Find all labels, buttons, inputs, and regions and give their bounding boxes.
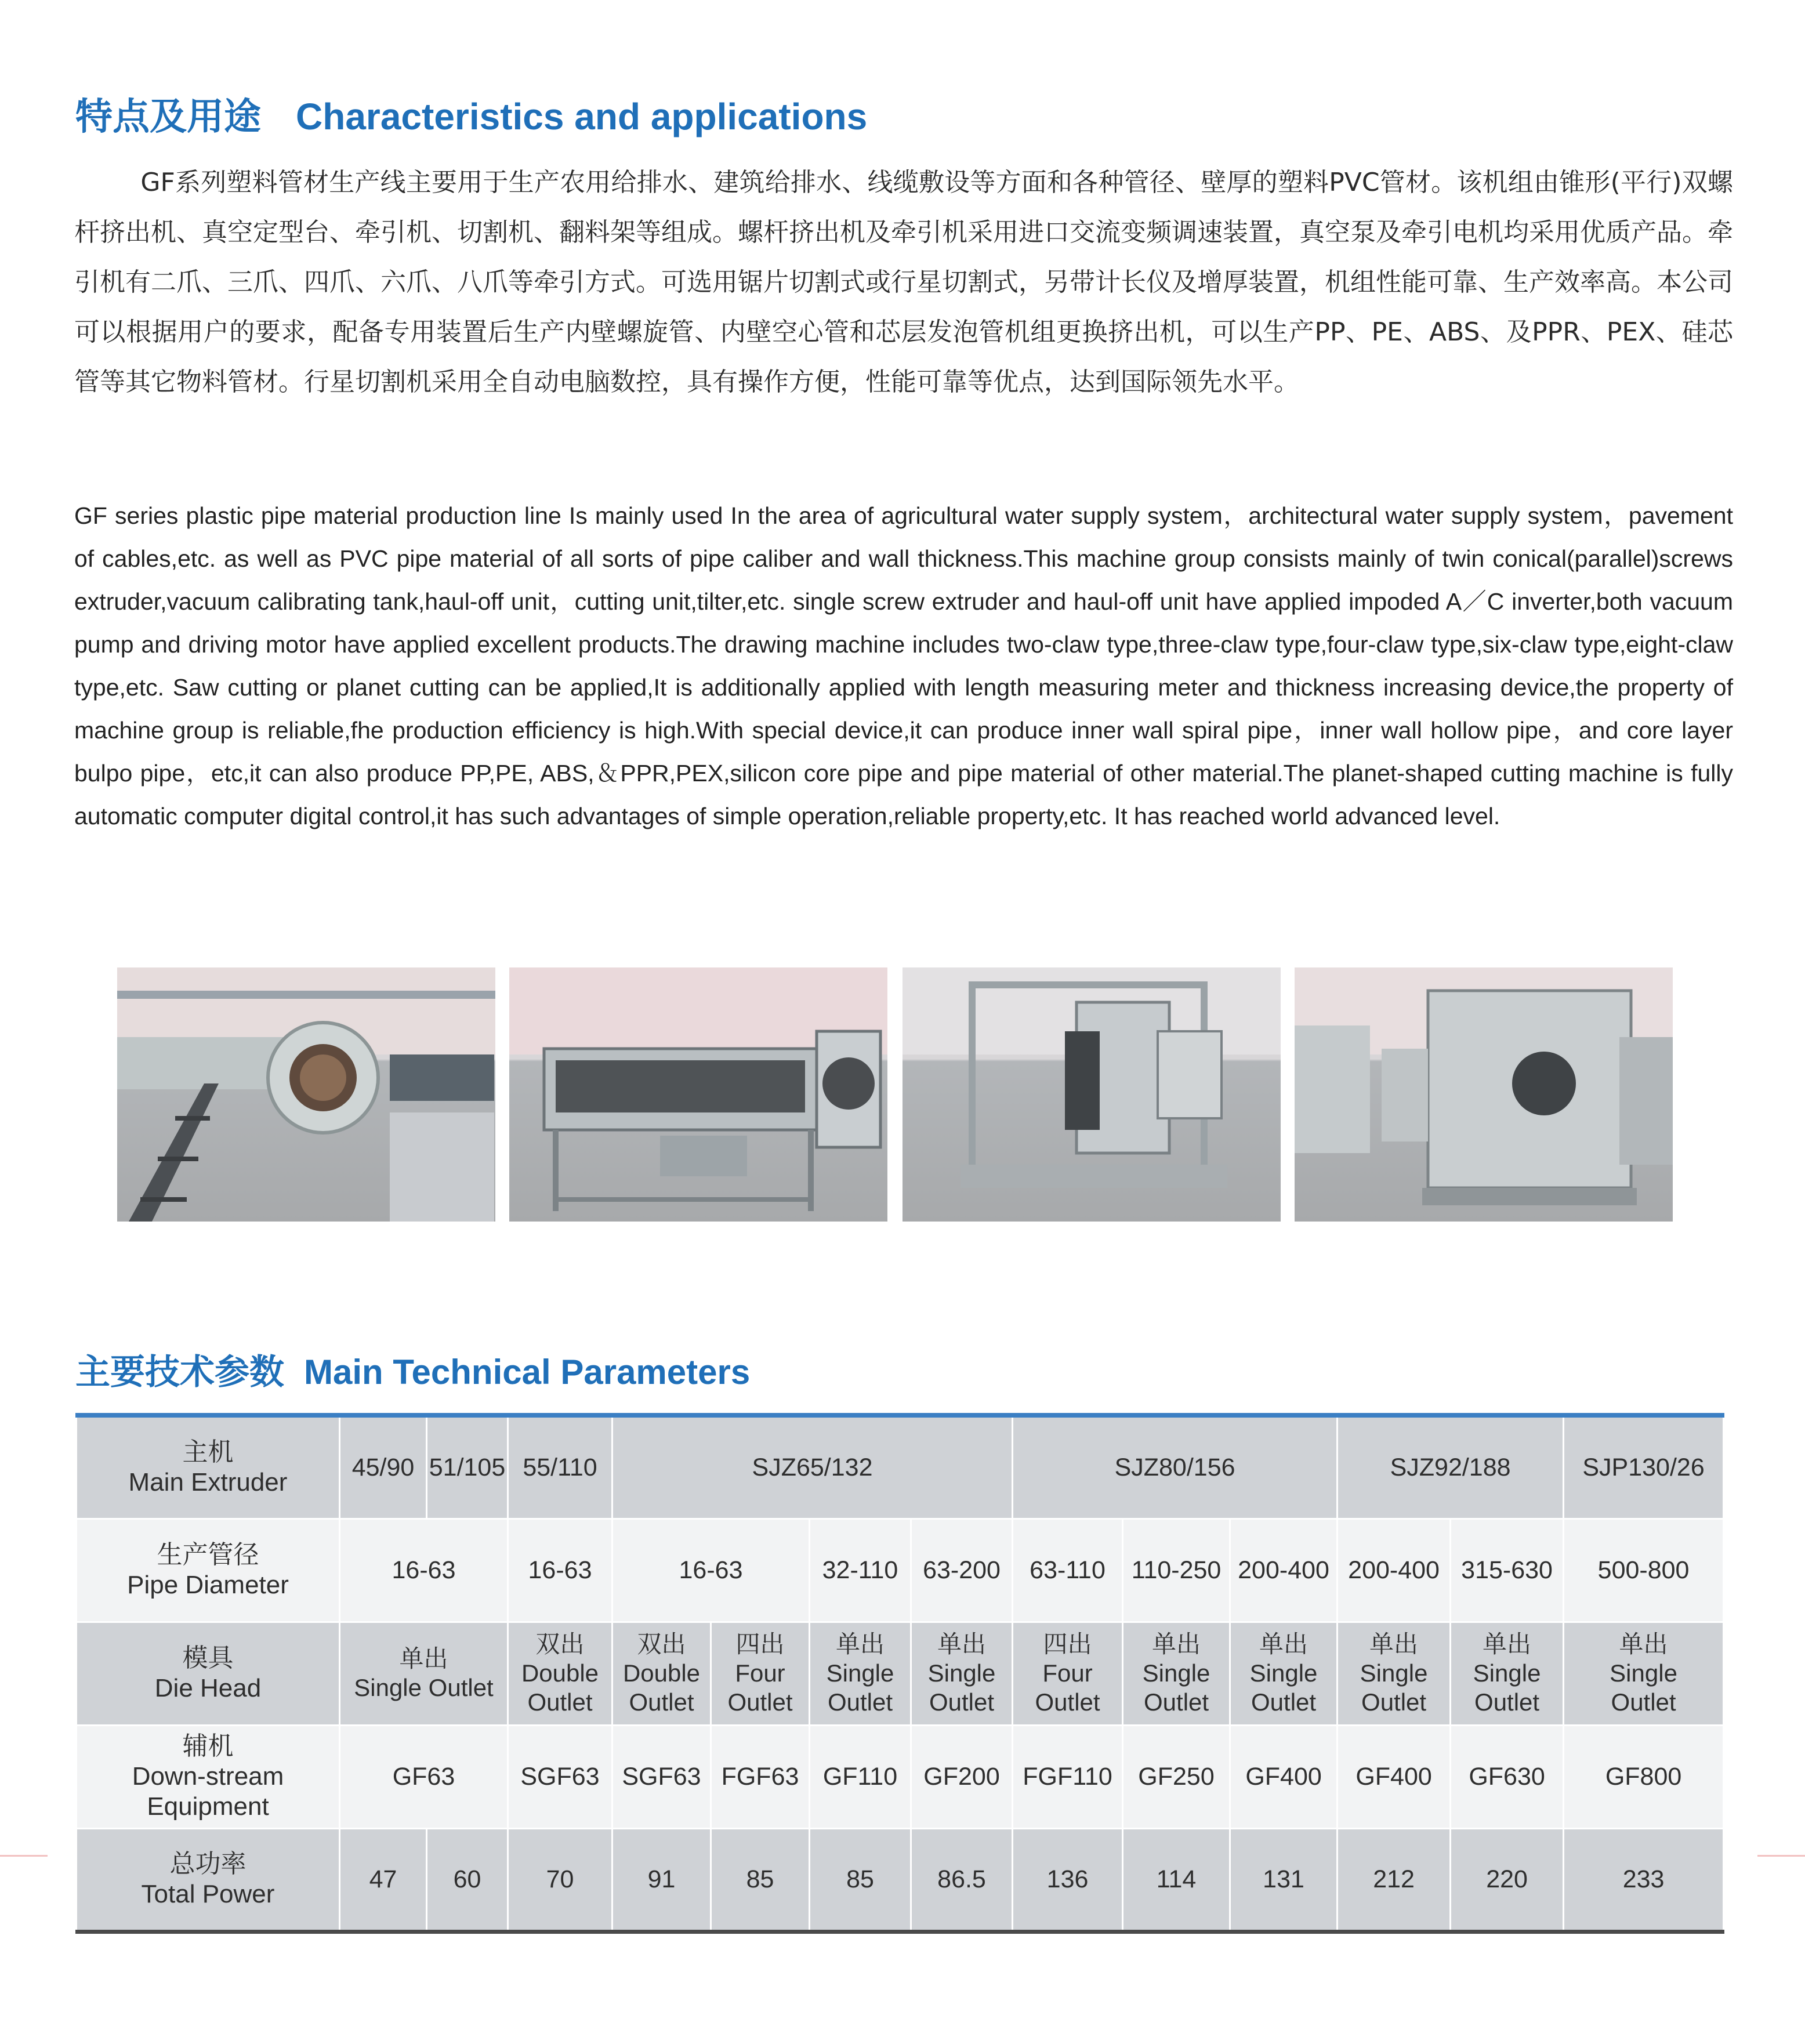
table-cell: 91 bbox=[612, 1828, 711, 1931]
table-cell: 45/90 bbox=[340, 1415, 427, 1518]
die-cn: 单出 bbox=[1152, 1630, 1201, 1658]
die-en: Single bbox=[1473, 1659, 1541, 1687]
row-label bbox=[77, 1828, 340, 1931]
technical-parameters-table bbox=[75, 1413, 1724, 1934]
die-en: Outlet bbox=[1035, 1688, 1100, 1716]
title-cn: 主要技术参数 bbox=[75, 1352, 284, 1393]
die-cn: 双出 bbox=[535, 1630, 585, 1658]
table-cell: 220 bbox=[1451, 1828, 1564, 1931]
die-cn: 双出 bbox=[637, 1630, 686, 1658]
row-total-power bbox=[77, 1828, 1724, 1931]
table-cell: 85 bbox=[711, 1828, 810, 1931]
table-cell: 55/110 bbox=[508, 1415, 612, 1518]
table-cell: 136 bbox=[1013, 1828, 1123, 1931]
table-cell bbox=[1013, 1622, 1123, 1725]
table-cell: 60 bbox=[427, 1828, 508, 1931]
table-cell: 315-630 bbox=[1451, 1518, 1564, 1622]
table-cell: 131 bbox=[1230, 1828, 1338, 1931]
table-cell: GF110 bbox=[810, 1725, 911, 1828]
table-cell: 500-800 bbox=[1564, 1518, 1724, 1622]
die-cn: 单出 bbox=[937, 1630, 987, 1658]
table-cell: SJZ65/132 bbox=[612, 1415, 1013, 1518]
description-english: GF series plastic pipe material production line Is mainly used In the area of agricultural water supply system，architectural water supply system，pavement of cables,etc. as well as PVC pipe material of all sorts of pipe caliber and wall thickness.This machine group consists mainly of twin conical(parallel)screws extruder,vacuum calibrating tank,haul-off unit，cutting unit,tilter,etc. single screw extruder and haul-off unit have applied impoded A／C inverter,both vacuum pump and driving motor have applied excellent products.The drawing machine includes two-claw type,three-claw type,four-claw type,six-claw type,eight-claw type,etc. Saw cutting or planet cutting can be applied,It is additionally applied with length measuring meter and thickness increasing device,the property of machine group is reliable,fhe production efficiency is high.With special device,it can produce inner wall spiral pipe，inner wall hollow pipe，and core layer bulpo pipe，etc,it can also produce PP,PE, ABS,＆PPR,PEX,silicon core pipe and pipe material of other material.The planet-shaped cutting machine is fully automatic computer digital control,it has such advantages of simple operation,reliable property,etc. It has reached world advanced level. bbox=[74, 502, 1733, 829]
label-cn: 辅机 bbox=[182, 1731, 234, 1761]
die-en: Single bbox=[826, 1659, 894, 1687]
die-en: Single bbox=[1360, 1659, 1428, 1687]
table-cell: FGF63 bbox=[711, 1725, 810, 1828]
table-cell: 114 bbox=[1123, 1828, 1230, 1931]
table-cell bbox=[508, 1622, 612, 1725]
die-en: Outlet bbox=[1361, 1688, 1427, 1716]
photo-cutter bbox=[1295, 967, 1673, 1222]
die-en: Outlet bbox=[1611, 1688, 1676, 1716]
photo-vacuum-tank bbox=[509, 967, 887, 1222]
die-cn: 四出 bbox=[1043, 1630, 1092, 1658]
table-cell: 70 bbox=[508, 1828, 612, 1931]
die-en: Four bbox=[735, 1659, 785, 1687]
label-en: Pipe Diameter bbox=[127, 1571, 289, 1599]
table-cell: GF400 bbox=[1230, 1725, 1338, 1828]
table-cell: 47 bbox=[340, 1828, 427, 1931]
label-en: Down-stream bbox=[132, 1762, 284, 1791]
table-cell: SJZ80/156 bbox=[1013, 1415, 1338, 1518]
die-cn: 单出 bbox=[1483, 1630, 1532, 1658]
die-cn: 四出 bbox=[735, 1630, 785, 1658]
table-cell: 63-110 bbox=[1013, 1518, 1123, 1622]
die-cn: 单出 bbox=[1369, 1630, 1419, 1658]
label-cn: 模具 bbox=[182, 1643, 234, 1673]
title-cn: 特点及用途 bbox=[75, 96, 261, 139]
table-cell: SJP130/26 bbox=[1564, 1415, 1724, 1518]
label-en: Total Power bbox=[141, 1880, 275, 1908]
die-en: Single Outlet bbox=[354, 1674, 494, 1701]
table-cell: SJZ92/188 bbox=[1338, 1415, 1564, 1518]
row-main-extruder bbox=[77, 1415, 1724, 1518]
title-en: Characteristics and applications bbox=[296, 96, 868, 137]
die-en: Outlet bbox=[1251, 1688, 1317, 1716]
die-en: Double bbox=[521, 1659, 599, 1687]
die-en: Outlet bbox=[629, 1688, 694, 1716]
table-cell: FGF110 bbox=[1013, 1725, 1123, 1828]
die-cn: 单出 bbox=[399, 1644, 448, 1673]
die-en: Outlet bbox=[727, 1688, 793, 1716]
label-en: Equipment bbox=[147, 1792, 269, 1821]
die-en: Outlet bbox=[827, 1688, 893, 1716]
table-cell: 16-63 bbox=[612, 1518, 810, 1622]
die-en: Double bbox=[622, 1659, 701, 1687]
table-cell bbox=[340, 1622, 508, 1725]
die-en: Four bbox=[1042, 1659, 1093, 1687]
row-label bbox=[77, 1415, 340, 1518]
table-cell: 85 bbox=[810, 1828, 911, 1931]
table-cell bbox=[810, 1622, 911, 1725]
table-cell: 212 bbox=[1338, 1828, 1451, 1931]
table-cell: 110-250 bbox=[1123, 1518, 1230, 1622]
die-en: Outlet bbox=[929, 1688, 995, 1716]
row-label bbox=[77, 1622, 340, 1725]
table-cell: 16-63 bbox=[340, 1518, 508, 1622]
table-cell bbox=[612, 1622, 711, 1725]
section-title-characteristics bbox=[75, 87, 867, 140]
label-cn: 生产管径 bbox=[157, 1540, 259, 1570]
label-cn: 总功率 bbox=[169, 1849, 247, 1879]
table-cell: GF630 bbox=[1451, 1725, 1564, 1828]
table-cell: 16-63 bbox=[508, 1518, 612, 1622]
table-cell: GF63 bbox=[340, 1725, 508, 1828]
margin-mark-right bbox=[1757, 1855, 1805, 1857]
title-en: Main Technical Parameters bbox=[304, 1353, 751, 1391]
die-en: Single bbox=[1142, 1659, 1210, 1687]
table-cell: SGF63 bbox=[508, 1725, 612, 1828]
label-en: Die Head bbox=[154, 1674, 262, 1702]
die-en: Outlet bbox=[1144, 1688, 1209, 1716]
table-cell bbox=[711, 1622, 810, 1725]
table-cell: 32-110 bbox=[810, 1518, 911, 1622]
photo-haul-off bbox=[903, 967, 1281, 1222]
table-cell bbox=[1338, 1622, 1451, 1725]
row-pipe-diameter bbox=[77, 1518, 1724, 1622]
die-en: Single bbox=[1249, 1659, 1318, 1687]
table-cell bbox=[1564, 1622, 1724, 1725]
table-cell: 86.5 bbox=[911, 1828, 1013, 1931]
die-cn: 单出 bbox=[835, 1630, 885, 1658]
label-en: Main Extruder bbox=[128, 1468, 288, 1497]
die-cn: 单出 bbox=[1619, 1630, 1668, 1658]
table-cell: 51/105 bbox=[427, 1415, 508, 1518]
row-label bbox=[77, 1518, 340, 1622]
row-label bbox=[77, 1725, 340, 1828]
die-en: Outlet bbox=[1474, 1688, 1540, 1716]
die-cn: 单出 bbox=[1259, 1630, 1309, 1658]
table-cell: GF200 bbox=[911, 1725, 1013, 1828]
table-cell: SGF63 bbox=[612, 1725, 711, 1828]
margin-mark-left bbox=[0, 1855, 48, 1857]
table-cell: 233 bbox=[1564, 1828, 1724, 1931]
table-cell bbox=[1230, 1622, 1338, 1725]
table-cell: 200-400 bbox=[1338, 1518, 1451, 1622]
description-chinese: GF系列塑料管材生产线主要用于生产农用给排水、建筑给排水、线缆敷设等方面和各种管径、壁厚的塑料PVC管材。该机组由锥形(平行)双螺杆挤出机、真空定型台、牵引机、切割机、翻料架等组成。螺杆挤出机及牵引机采用进口交流变频调速装置，真空泵及牵引电机均采用优质产品。牵引机有二爪、三爪、四爪、六爪、八爪等牵引方式。可选用锯片切割式或行星切割式，另带计长仪及增厚装置，机组性能可靠、生产效率高。本公司可以根据用户的要求，配备专用装置后生产内壁螺旋管、内壁空心管和芯层发泡管机组更换挤出机，可以生产PP、PE、ABS、及PPR、PEX、硅芯管等其它物料管材。行星切割机采用全自动电脑数控，具有操作方便，性能可靠等优点，达到国际领先水平。 bbox=[74, 168, 1733, 397]
label-cn: 主机 bbox=[182, 1437, 234, 1467]
photo-extruder bbox=[117, 967, 495, 1222]
table-cell bbox=[1451, 1622, 1564, 1725]
table-cell: GF250 bbox=[1123, 1725, 1230, 1828]
table-cell bbox=[1123, 1622, 1230, 1725]
table-cell: 63-200 bbox=[911, 1518, 1013, 1622]
die-en: Outlet bbox=[527, 1688, 593, 1716]
die-en: Single bbox=[1610, 1659, 1677, 1687]
row-die-head bbox=[77, 1622, 1724, 1725]
table-cell: 200-400 bbox=[1230, 1518, 1338, 1622]
die-en: Single bbox=[927, 1659, 996, 1687]
table-cell bbox=[911, 1622, 1013, 1725]
table-cell: GF400 bbox=[1338, 1725, 1451, 1828]
section-title-parameters bbox=[75, 1344, 750, 1394]
table-cell: GF800 bbox=[1564, 1725, 1724, 1828]
row-downstream bbox=[77, 1725, 1724, 1828]
